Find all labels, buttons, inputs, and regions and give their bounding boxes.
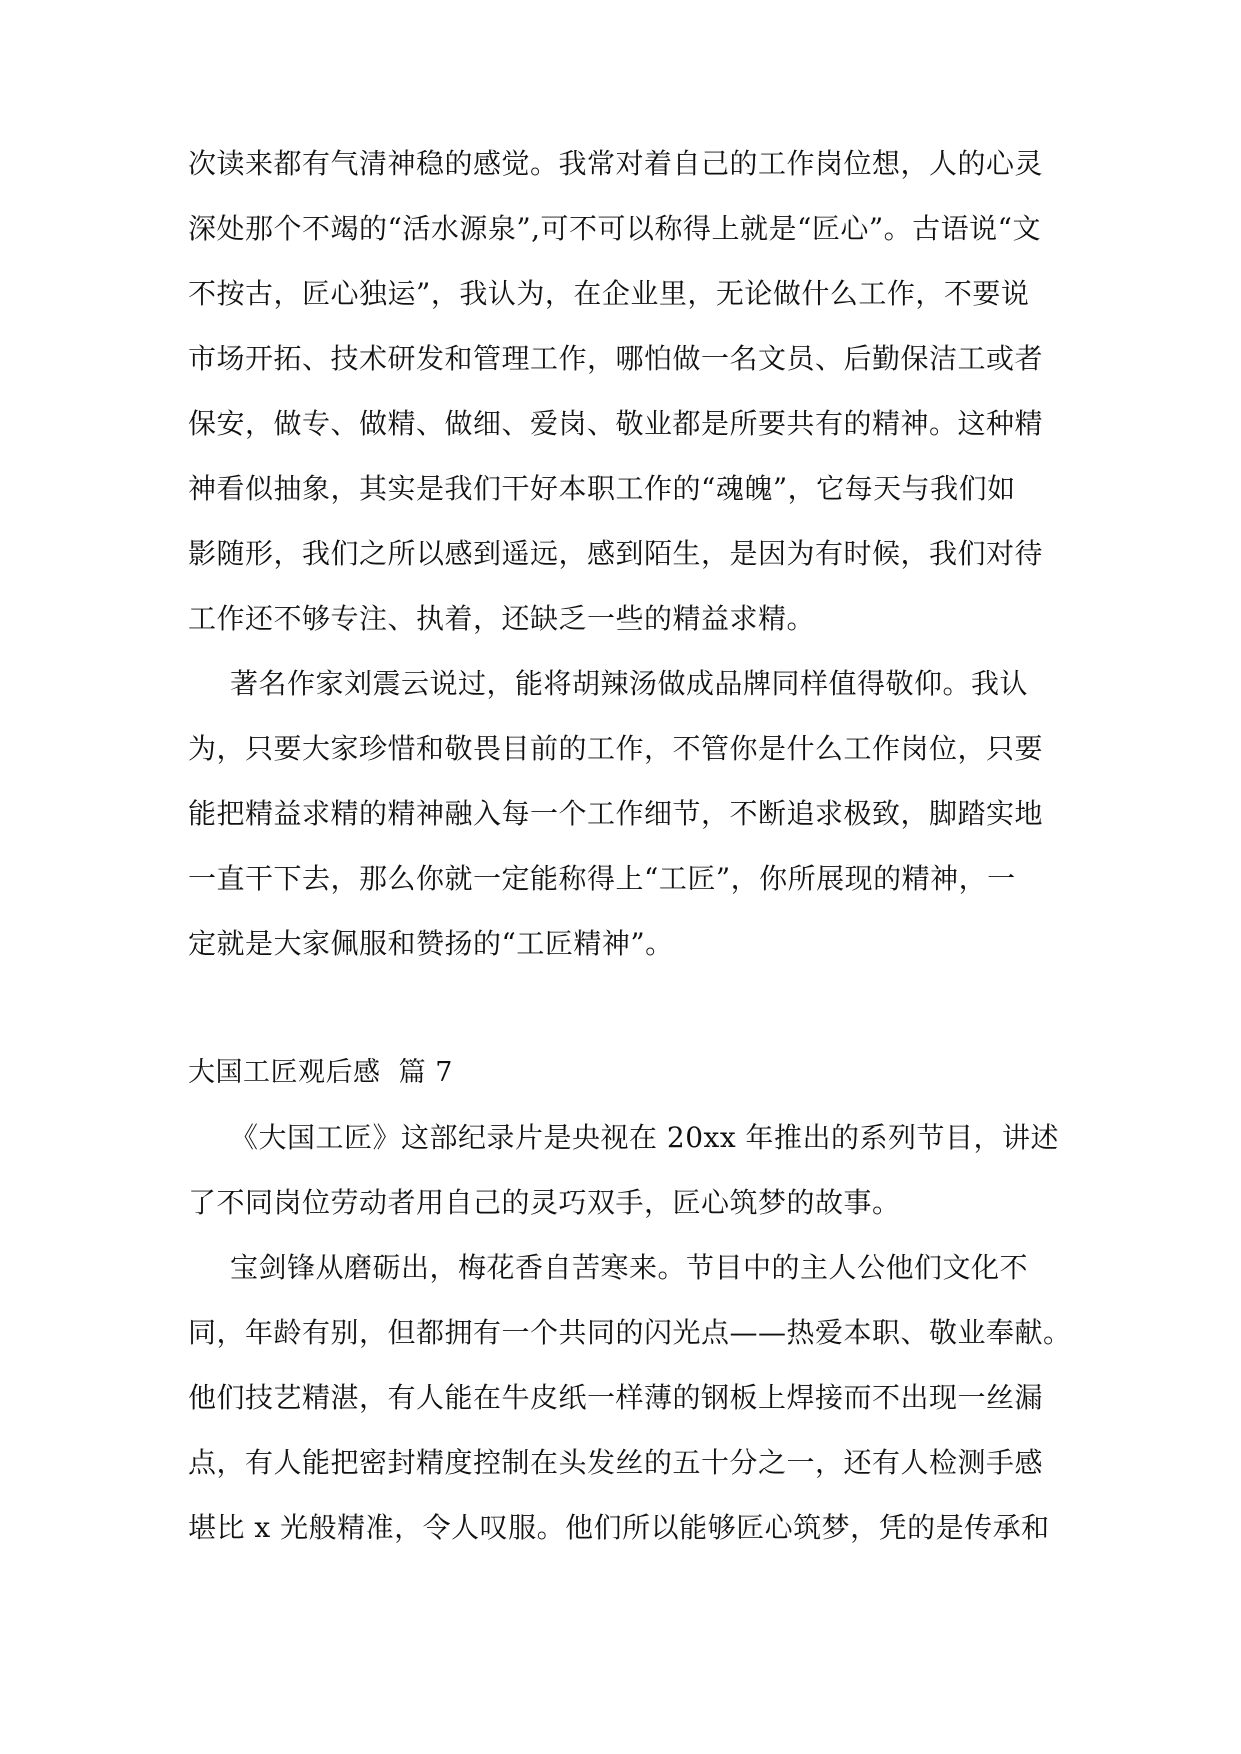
paragraph-line: 著名作家刘震云说过，能将胡辣汤做成品牌同样值得敬仰。我认 (230, 667, 1029, 700)
paragraph-line: 他们技艺精湛，有人能在牛皮纸一样薄的钢板上焊接而不出现一丝漏 (188, 1381, 1044, 1414)
paragraph-line: 了不同岗位劳动者用自己的灵巧双手，匠心筑梦的故事。 (188, 1186, 901, 1219)
paragraph-line: 为，只要大家珍惜和敬畏目前的工作，不管你是什么工作岗位，只要 (188, 732, 1044, 765)
paragraph-line: 市场开拓、技术研发和管理工作，哪怕做一名文员、后勤保洁工或者 (188, 342, 1044, 375)
paragraph-line: 次读来都有气清神稳的感觉。我常对着自己的工作岗位想，人的心灵 (188, 147, 1044, 180)
paragraph-line: 同，年龄有别，但都拥有一个共同的闪光点——热爱本职、敬业奉献。 (188, 1316, 1072, 1349)
section-heading: 大国工匠观后感 篇 7 (188, 1057, 453, 1088)
paragraph-line: 影随形，我们之所以感到遥远，感到陌生，是因为有时候，我们对待 (188, 537, 1044, 570)
paragraph-line: 《大国工匠》这部纪录片是央视在 20xx 年推出的系列节目，讲述 (230, 1121, 1060, 1154)
paragraph-line: 工作还不够专注、执着，还缺乏一些的精益求精。 (188, 602, 816, 635)
paragraph-line: 深处那个不竭的“活水源泉”,可不可以称得上就是“匠心”。古语说“文 (188, 212, 1041, 245)
paragraph-line: 点，有人能把密封精度控制在头发丝的五十分之一，还有人检测手感 (188, 1446, 1044, 1479)
paragraph-line: 堪比 x 光般精准，令人叹服。他们所以能够匠心筑梦，凭的是传承和 (188, 1511, 1050, 1544)
paragraph-line: 保安，做专、做精、做细、爱岗、敬业都是所要共有的精神。这种精 (188, 407, 1044, 440)
paragraph-line: 不按古，匠心独运”，我认为，在企业里，无论做什么工作，不要说 (188, 277, 1030, 310)
paragraph-line: 一直干下去，那么你就一定能称得上“工匠”，你所展现的精神，一 (188, 862, 1016, 895)
paragraph-line: 能把精益求精的精神融入每一个工作细节，不断追求极致，脚踏实地 (188, 797, 1044, 830)
paragraph-line: 定就是大家佩服和赞扬的“工匠精神”。 (188, 927, 674, 960)
paragraph-line: 神看似抽象，其实是我们干好本职工作的“魂魄”，它每天与我们如 (188, 472, 1016, 505)
paragraph-line: 宝剑锋从磨砺出，梅花香自苦寒来。节目中的主人公他们文化不 (230, 1251, 1029, 1284)
